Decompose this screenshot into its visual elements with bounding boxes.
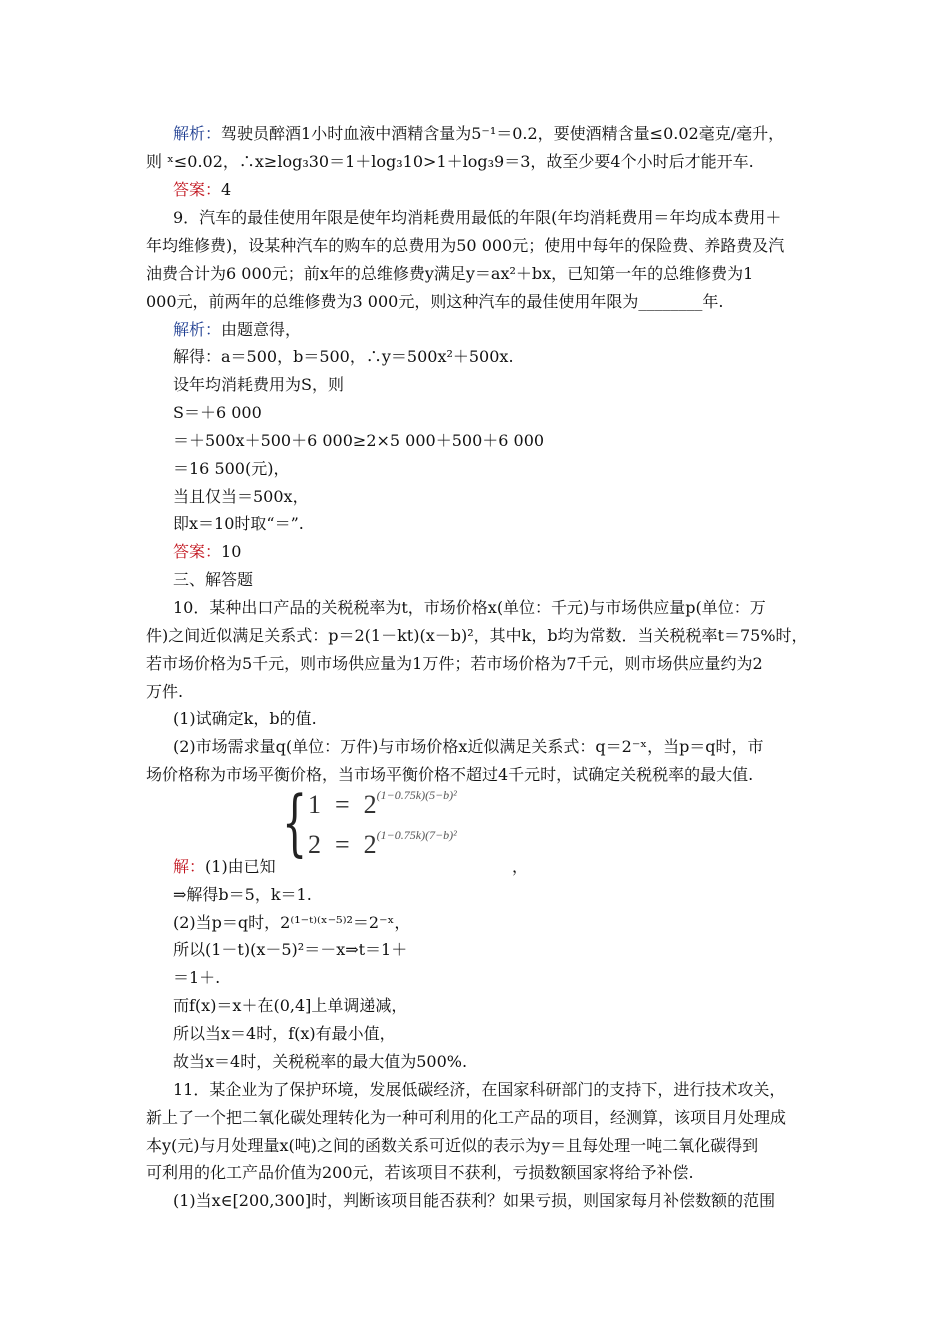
equation-exponent: (1−0.75k)(5−b)² — [376, 787, 457, 802]
equation-exponent: (1−0.75k)(7−b)² — [376, 827, 457, 842]
left-brace: { — [282, 780, 308, 864]
question-11-line: 本y(元)与月处理量x(吨)之间的函数关系可近似的表示为y＝且每处理一吨二氧化碳得到 — [146, 1136, 759, 1155]
analysis-line: 解得：a＝500，b＝500，∴y＝500x²＋500x. — [173, 347, 514, 366]
question-11-line: 可利用的化工产品价值为200元，若该项目不获利，亏损数额国家将给予补偿. — [146, 1163, 694, 1182]
answer-value: 10 — [221, 542, 242, 561]
equation-sign: = — [335, 830, 350, 859]
question-11-part-1: (1)当x∈[200,300]时，判断该项目能否获利？如果亏损，则国家每月补偿数额的范围 — [173, 1191, 776, 1210]
solution-line: 故当x＝4时，关税税率的最大值为500%. — [173, 1052, 468, 1071]
analysis-line: ＝16 500(元)， — [173, 459, 290, 478]
analysis-line: ＝＋500x＋500＋6 000≥2×5 000＋500＋6 000 — [173, 431, 545, 450]
question-10-line: 10．某种出口产品的关税税率为t，市场价格x(单位：千元)与市场供应量p(单位：万 — [173, 598, 766, 617]
equation-sign: = — [335, 790, 350, 819]
solution-line — [173, 124, 784, 144]
equation-lhs: 1 — [308, 790, 321, 819]
solution-line: 则 ˣ≤0.02，∴x≥log₃30＝1＋log₃10>1＋log₃9＝3，故至少要4个小时后才能开车. — [146, 152, 754, 171]
question-10-line: 若市场价格为5千元，则市场供应量为1万件；若市场价格为7千元，则市场供应量约为2 — [146, 654, 763, 673]
analysis-line: 当且仅当＝500x， — [173, 487, 309, 506]
answer-label: 答案： — [173, 180, 222, 199]
question-9-line: 油费合计为6 000元；前x年的总维修费y满足y＝ax²＋bx，已知第一年的总维修费为1 — [146, 264, 754, 283]
equation-system-image — [282, 780, 512, 866]
equation-row-2 — [308, 827, 457, 860]
solution-label: 解： — [173, 857, 206, 876]
question-10-part-2: (2)市场需求量q(单位：万件)与市场价格x近似满足关系式：q＝2⁻ˣ，当p＝q时，市 — [173, 737, 764, 756]
question-9-line: 年均维修费)，设某种汽车的购车的总费用为50 000元；使用中每年的保险费、养路费及汽 — [146, 236, 785, 255]
question-10-part-2: 场价格称为市场平衡价格，当市场平衡价格不超过4千元时，试确定关税税率的最大值. — [146, 765, 754, 784]
answer-label: 答案： — [173, 542, 222, 561]
question-10-part-1: (1)试确定k，b的值. — [173, 709, 317, 728]
analysis-text: 由题意得， — [221, 320, 302, 339]
section-heading: 三、解答题 — [173, 570, 254, 589]
equation-row-1 — [308, 787, 457, 820]
analysis-label: 解析： — [173, 320, 222, 339]
question-11-line: 11．某企业为了保护环境，发展低碳经济，在国家科研部门的支持下，进行技术攻关， — [173, 1080, 786, 1099]
equation-base: 2 — [363, 830, 377, 859]
solution-line — [173, 857, 276, 877]
solution-line: 而f(x)＝x＋在(0,4]上单调递减， — [173, 996, 408, 1015]
solution-line: (2)当p＝q时，2⁽¹⁻ᵗ⁾⁽ˣ⁻⁵⁾²＝2⁻ˣ， — [173, 913, 411, 932]
answer-line — [173, 542, 241, 562]
solution-line: 所以当x＝4时，f(x)有最小值， — [173, 1024, 396, 1043]
question-9-line: 9．汽车的最佳使用年限是使年均消耗费用最低的年限(年均消耗费用＝年均成本费用＋ — [173, 208, 782, 227]
answer-value: 4 — [221, 180, 232, 199]
analysis-line: S＝＋6 000 — [173, 403, 262, 422]
trailing-comma: ， — [512, 857, 529, 876]
equation-base: 2 — [363, 790, 377, 819]
solution-text: 驾驶员醉酒1小时血液中酒精含量为5⁻¹＝0.2，要使酒精含量≤0.02毫克/毫升， — [221, 124, 785, 143]
answer-line — [173, 180, 231, 200]
equation-lhs: 2 — [308, 830, 321, 859]
question-11-line: 新上了一个把二氧化碳处理转化为一种可利用的化工产品的项目，经测算，该项目月处理成 — [146, 1108, 787, 1127]
analysis-line: 即x＝10时取“＝”. — [173, 514, 304, 533]
question-10-line: 件)之间近似满足关系式：p＝2(1－kt)(x－b)²，其中k，b均为常数．当关税税率t＝75%时， — [146, 626, 808, 645]
analysis-line — [173, 320, 301, 340]
analysis-line: 设年均消耗费用为S，则 — [173, 375, 344, 394]
solution-text: (1)由已知 — [205, 857, 276, 876]
solution-line: ＝1＋. — [173, 968, 221, 987]
solution-line: ⇒解得b＝5，k＝1. — [173, 885, 312, 904]
solution-line: 所以(1－t)(x－5)²＝－x⇒t＝1＋ — [173, 940, 408, 959]
question-9-line: 000元，前两年的总维修费为3 000元，则这种汽车的最佳使用年限为________年. — [146, 292, 724, 311]
question-10-line: 万件. — [146, 682, 184, 701]
analysis-label: 解析： — [173, 124, 222, 143]
